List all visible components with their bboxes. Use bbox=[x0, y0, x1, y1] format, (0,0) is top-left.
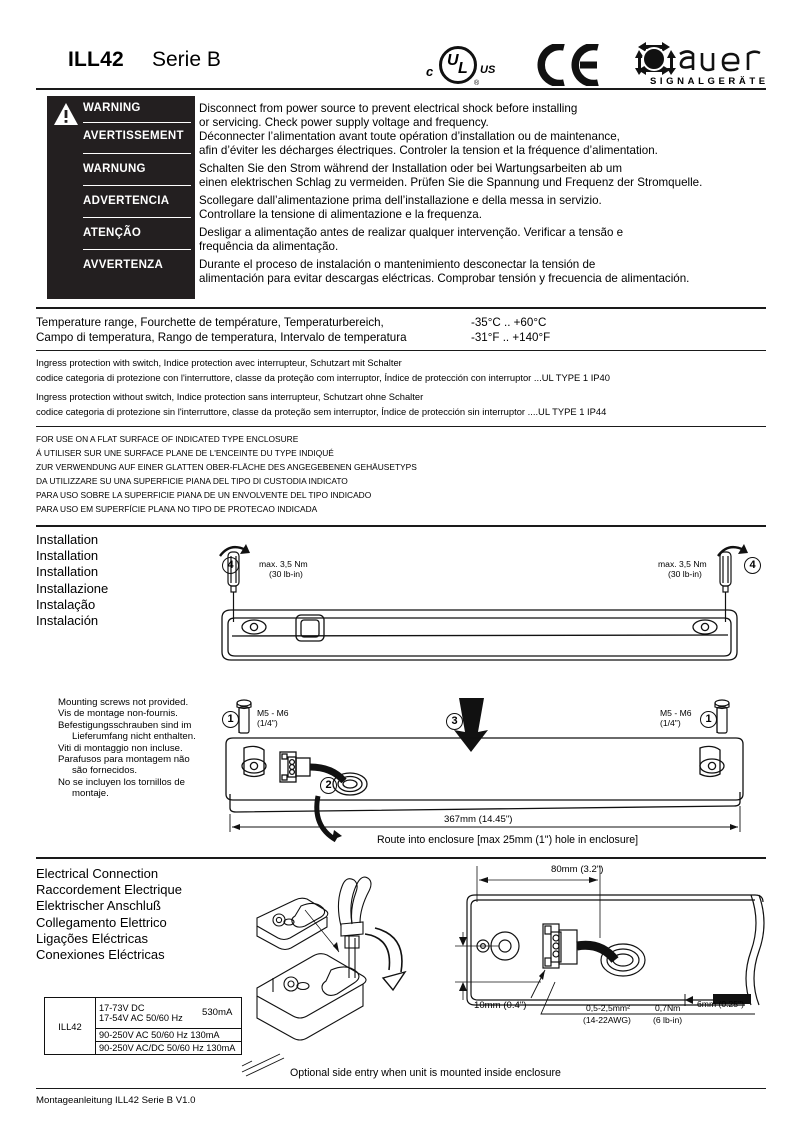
warning-text-french: Déconnecter l’alimentation avant toute opération d’installation ou de maintenance, afin d’éviter les décharges électriques. Controler la tension et la fréquence d’alimentation. bbox=[199, 130, 658, 157]
step-badge-1-left: 1 bbox=[222, 711, 239, 728]
voltage-dc-line1: 17-73V DC bbox=[99, 1003, 145, 1013]
warning-text-english: Disconnect from power source to prevent electrical shock before installing or servicing. Check power supply voltage and frequency. bbox=[199, 102, 578, 129]
step-badge-2: 2 bbox=[320, 777, 337, 794]
torque-label-right-line1: max. 3,5 Nm bbox=[658, 559, 707, 569]
step-badge-3: 3 bbox=[446, 713, 463, 730]
divider-before-footer bbox=[36, 1088, 766, 1089]
warning-label-warning: WARNING bbox=[83, 102, 141, 114]
voltage-dc-line2: 17-54V AC 50/60 Hz bbox=[99, 1013, 183, 1023]
ul-c-letter: c bbox=[426, 64, 434, 79]
warning-label-warnung: WARNUNG bbox=[83, 163, 146, 175]
flat-surface-line-en: FOR USE ON A FLAT SURFACE OF INDICATED TYPE ENCLOSURE bbox=[36, 434, 299, 444]
warning-triangle-icon bbox=[53, 102, 79, 126]
auer-brand-subtitle: SIGNALGERÄTE bbox=[650, 76, 769, 87]
terminal-torque-line1: 0,7Nm bbox=[655, 1003, 681, 1013]
temperature-range-value-c: -35°C .. +60°C bbox=[471, 316, 547, 329]
ul-u-letter: U bbox=[447, 52, 459, 69]
torque-label-left-line2: (30 lb-in) bbox=[269, 569, 303, 579]
header-divider bbox=[36, 88, 766, 90]
step-badge-4-right: 4 bbox=[744, 557, 761, 574]
warning-text-german: Schalten Sie den Strom während der Installation oder bei Wartungsarbeiten ab um einen elektrischen Schlag zu vermeiden. Prüfen Sie die Spannung und Frequenz der Stromquelle. bbox=[199, 162, 703, 189]
ingress-without-switch-line1: Ingress protection without switch, Indice protection sans interrupteur, Schutzart ohne Schalter bbox=[36, 391, 424, 402]
torque-label-right-line2: (30 lb-in) bbox=[668, 569, 702, 579]
warning-label-atencao: ATENÇÃO bbox=[83, 227, 142, 239]
warning-label-separator bbox=[83, 217, 191, 218]
table-row bbox=[45, 998, 242, 1029]
warning-label-avertissement: AVERTISSEMENT bbox=[83, 130, 184, 142]
installation-headings: Installation Installation Installation Installazione Instalação Instalación bbox=[36, 532, 109, 629]
page-title-series: Serie B bbox=[152, 48, 221, 71]
temperature-range-value-f: -31°F .. +140°F bbox=[471, 331, 551, 344]
ingress-with-switch-line2: codice categoria di protezione con l'interruttore, classe da proteção com interruptor, Índice de protección con interruptor ...UL TYPE 1 IP40 bbox=[36, 372, 610, 383]
screw-size-left-line1: M5 - M6 bbox=[257, 708, 289, 718]
ul-certification-icon bbox=[426, 42, 516, 88]
screw-size-right-line2: (1/4") bbox=[660, 718, 681, 728]
flat-surface-line-de: ZUR VERWENDUNG AUF EINER GLATTEN OBER-FLÄCHE DES ANGEGEBENEN GEHÄUSETYPS bbox=[36, 462, 417, 472]
ul-registered-mark: ® bbox=[474, 80, 480, 87]
warning-label-separator bbox=[83, 249, 191, 250]
warning-text-portuguese: Desligar a alimentação antes de realizar qualquer intervenção. Verificar a tensão e frequência da alimentação. bbox=[199, 226, 624, 253]
warning-label-box bbox=[47, 96, 195, 299]
screw-size-left-line2: (1/4") bbox=[257, 718, 278, 728]
optional-side-entry-caption: Optional side entry when unit is mounted inside enclosure bbox=[290, 1067, 561, 1079]
voltage-row-acdc: 90-250V AC/DC 50/60 Hz 130mA bbox=[96, 1042, 242, 1055]
ce-mark-icon bbox=[536, 44, 602, 86]
divider-after-warnings bbox=[36, 307, 766, 309]
electrical-perspective-diagram bbox=[255, 866, 485, 1066]
electrical-headings: Electrical Connection Raccordement Electrique Elektrischer Anschluß Collegamento Elettrico Ligações Eléctricas Conexiones Eléctricas bbox=[36, 866, 182, 963]
voltage-dc-current: 530mA bbox=[202, 1007, 233, 1018]
voltage-row-dc bbox=[96, 998, 242, 1029]
width-dimension-label: 367mm (14.45") bbox=[440, 814, 516, 826]
ul-circle-shape bbox=[439, 46, 477, 84]
screw-size-right-line1: M5 - M6 bbox=[660, 708, 692, 718]
warning-label-separator bbox=[83, 122, 191, 123]
divider-after-temperature bbox=[36, 350, 766, 351]
temperature-range-line2: Campo di temperatura, Rango de temperatura, Intervalo de temperatura bbox=[36, 331, 407, 344]
strip-length-label: 6mm (0.25") bbox=[697, 999, 744, 1009]
ingress-without-switch-line2: codice categoria di protezione sin l'interruttore, classe da proteção sem interruptor, Índice de protección sin interruptor ....UL TYPE 1 IP44 bbox=[36, 406, 607, 417]
wire-gauge-line1: 0,5-2,5mm² bbox=[586, 1003, 630, 1013]
flat-surface-line-it: DA UTILIZZARE SU UNA SUPERFICIE PIANA DEL TIPO DI CUSTODIA INDICATO bbox=[36, 476, 348, 486]
warning-label-separator bbox=[83, 185, 191, 186]
warning-label-avvertenza: AVVERTENZA bbox=[83, 259, 164, 271]
caption-leader-line bbox=[240, 1050, 300, 1080]
warning-label-separator bbox=[83, 153, 191, 154]
flat-surface-line-fr: Á UTILISER SUR UNE SURFACE PLANE DE L'ENCEINTE DU TYPE INDIQUÉ bbox=[36, 448, 334, 458]
ul-l-letter: L bbox=[458, 60, 468, 77]
warning-label-advertencia: ADVERTENCIA bbox=[83, 195, 170, 207]
route-into-enclosure-note: Route into enclosure [max 25mm (1") hole in enclosure] bbox=[377, 834, 639, 846]
step-badge-4-left: 4 bbox=[222, 557, 239, 574]
temperature-range-line1: Temperature range, Fourchette de température, Temperaturbereich, bbox=[36, 316, 384, 329]
voltage-row-ac: 90-250V AC 50/60 Hz 130mA bbox=[96, 1029, 242, 1042]
page-title-model: ILL42 bbox=[68, 48, 124, 71]
document-footer: Montageanleitung ILL42 Serie B V1.0 bbox=[36, 1095, 196, 1106]
divider-before-installation bbox=[36, 525, 766, 527]
flat-surface-line-pt: PARA USO EM SUPERFÍCIE PLANA NO TIPO DE PROTECAO INDICADA bbox=[36, 504, 318, 514]
dimension-10mm-label: 10mm (0.4") bbox=[474, 1000, 527, 1011]
voltage-specification-table bbox=[44, 997, 242, 1055]
voltage-table-model: ILL42 bbox=[45, 998, 96, 1055]
flat-surface-line-es: PARA USO SOBRE LA SUPERFICIE PIANA DE UN ENVOLVENTE DEL TIPO INDICADO bbox=[36, 490, 372, 500]
step-badge-1-right: 1 bbox=[700, 711, 717, 728]
warning-text-spanish: Durante el proceso de instalación o mantenimiento desconectar la tensión de alimentación para evitar descargas eléctricas. Comprobar tensión y frecuencia de alimentación. bbox=[199, 258, 690, 285]
ul-us-letters: US bbox=[480, 64, 496, 76]
divider-after-ingress bbox=[36, 426, 766, 427]
torque-label-left-line1: max. 3,5 Nm bbox=[259, 559, 308, 569]
ingress-with-switch-line1: Ingress protection with switch, Indice protection avec interrupteur, Schutzart mit Schalter bbox=[36, 357, 402, 368]
dimension-80mm-label: 80mm (3.2") bbox=[551, 864, 604, 875]
warning-text-italian: Scollegare dall’alimentazione prima dell’installazione e della messa in servizio. Controllare la tensione di alimentazione e la frequenza. bbox=[199, 194, 602, 221]
wire-gauge-line2: (14-22AWG) bbox=[583, 1015, 631, 1025]
page-header bbox=[36, 40, 769, 90]
mounting-screws-note: Mounting screws not provided. Vis de montage non-fournis. Befestigungsschrauben sind im Lieferumfang nicht enthalten. Viti di montaggio non incluse. Parafusos para montagem não são fornecidos. No se incluyen los tornillos de montaje. bbox=[58, 697, 196, 800]
terminal-torque-line2: (6 lb-in) bbox=[653, 1015, 683, 1025]
